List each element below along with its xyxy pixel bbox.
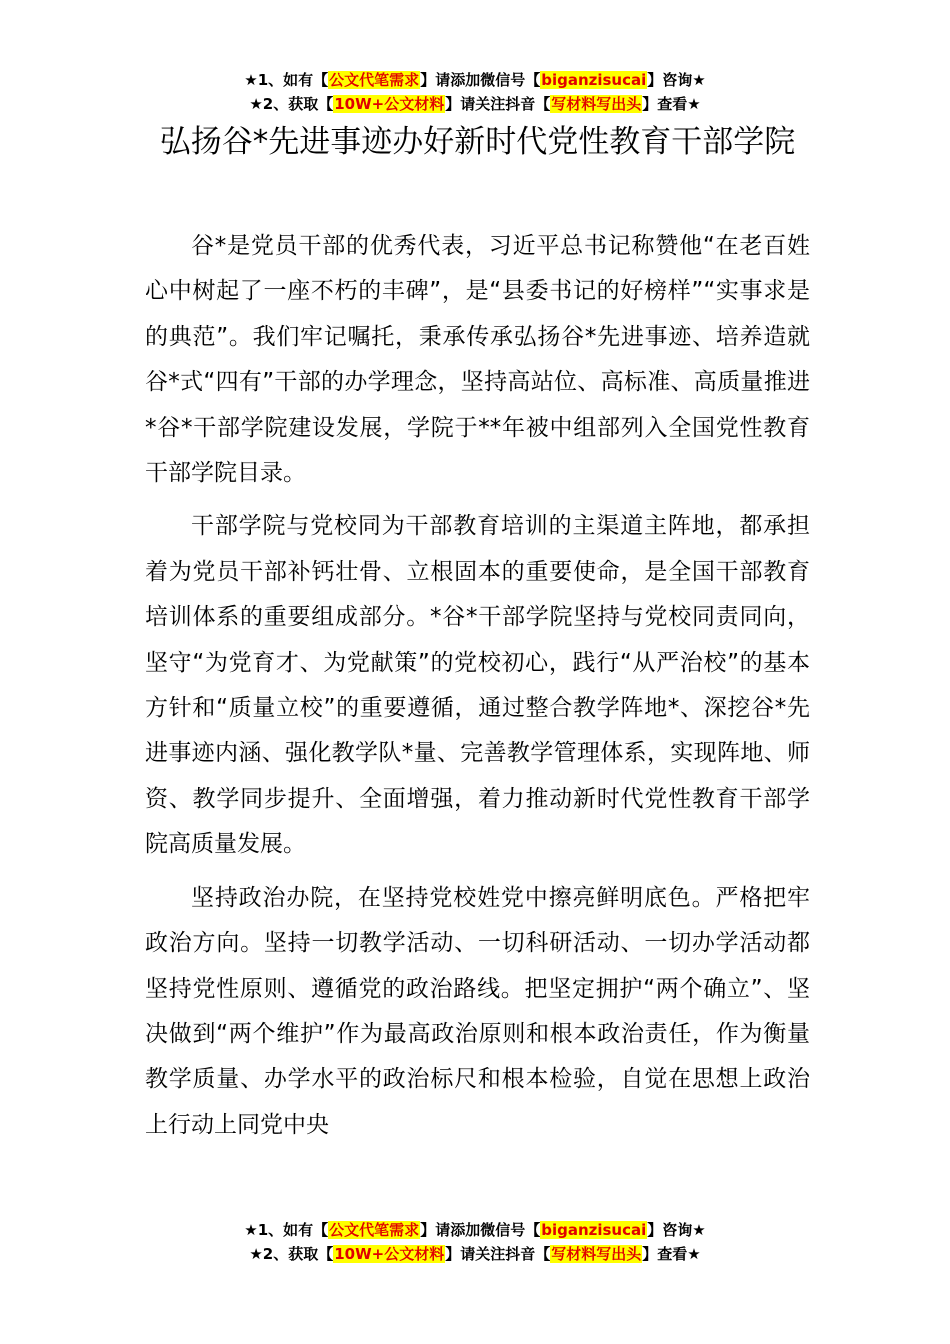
banner-text: 】咨询★ — [647, 71, 706, 89]
banner-text: 】请关注抖音【 — [445, 1245, 551, 1263]
footer-banner — [0, 1218, 950, 1266]
banner-text: 】请添加微信号【 — [420, 71, 541, 89]
paragraph: 坚持政治办院，在坚持党校姓党中擦亮鲜明底色。严格把牢政治方向。坚持一切教学活动、一切科研活动、一切办学活动都坚持党性原则、遵循党的政治路线。把坚定拥护“两个确立”、坚决做到“两个维护”作为最高政治原则和根本政治责任，作为衡量教学质量、办学水平的政治标尺和根本检验，自觉在思想上政治上行动上同党中央 — [145, 884, 810, 1138]
banner-highlight: 写材料写出头 — [551, 95, 642, 113]
paragraph: 谷*是党员干部的优秀代表，习近平总书记称赞他“在老百姓心中树起了一座不朽的丰碑”，是“县委书记的好榜样”“实事求是的典范”。我们牢记嘱托，秉承传承弘扬谷*先进事迹、培养造就谷*式“四有”干部的办学理念，坚持高站位、高标准、高质量推进*谷*干部学院建设发展，学院于**年被中组部列入全国党性教育干部学院目录。 — [145, 233, 810, 487]
banner-text: 】请关注抖音【 — [445, 95, 551, 113]
banner-line-2 — [0, 92, 950, 116]
document-title: 弘扬谷*先进事迹办好新时代党性教育干部学院 — [159, 124, 796, 160]
banner-highlight: 写材料写出头 — [551, 1245, 642, 1263]
banner-text: 】请添加微信号【 — [420, 1221, 541, 1239]
banner-highlight: 公文代笔需求 — [329, 1221, 420, 1239]
banner-text: ★2、获取【 — [249, 95, 334, 113]
banner-line-2 — [0, 1242, 950, 1266]
banner-line-1 — [0, 1218, 950, 1242]
banner-text: 】查看★ — [642, 95, 701, 113]
banner-highlight: 10W+公文材料 — [334, 95, 445, 113]
banner-text: ★2、获取【 — [249, 1245, 334, 1263]
banner-highlight: 10W+公文材料 — [334, 1245, 445, 1263]
banner-text: ★1、如有【 — [244, 1221, 329, 1239]
document-body — [145, 224, 810, 1156]
header-banner — [0, 68, 950, 116]
banner-line-1 — [0, 68, 950, 92]
banner-text: 】咨询★ — [647, 1221, 706, 1239]
banner-highlight: 公文代笔需求 — [329, 71, 420, 89]
banner-highlight: biganzisucai — [541, 1221, 647, 1239]
banner-highlight: biganzisucai — [541, 71, 647, 89]
paragraph: 干部学院与党校同为干部教育培训的主渠道主阵地，都承担着为党员干部补钙壮骨、立根固本的重要使命，是全国干部教育培训体系的重要组成部分。*谷*干部学院坚持与党校同责同向，坚守“为党育才、为党献策”的党校初心，践行“从严治校”的基本方针和“质量立校”的重要遵循，通过整合教学阵地*、深挖谷*先进事迹内涵、强化教学队*量、完善教学管理体系，实现阵地、师资、教学同步提升、全面增强，着力推动新时代党性教育干部学院高质量发展。 — [145, 513, 810, 858]
banner-text: ★1、如有【 — [244, 71, 329, 89]
banner-text: 】查看★ — [642, 1245, 701, 1263]
